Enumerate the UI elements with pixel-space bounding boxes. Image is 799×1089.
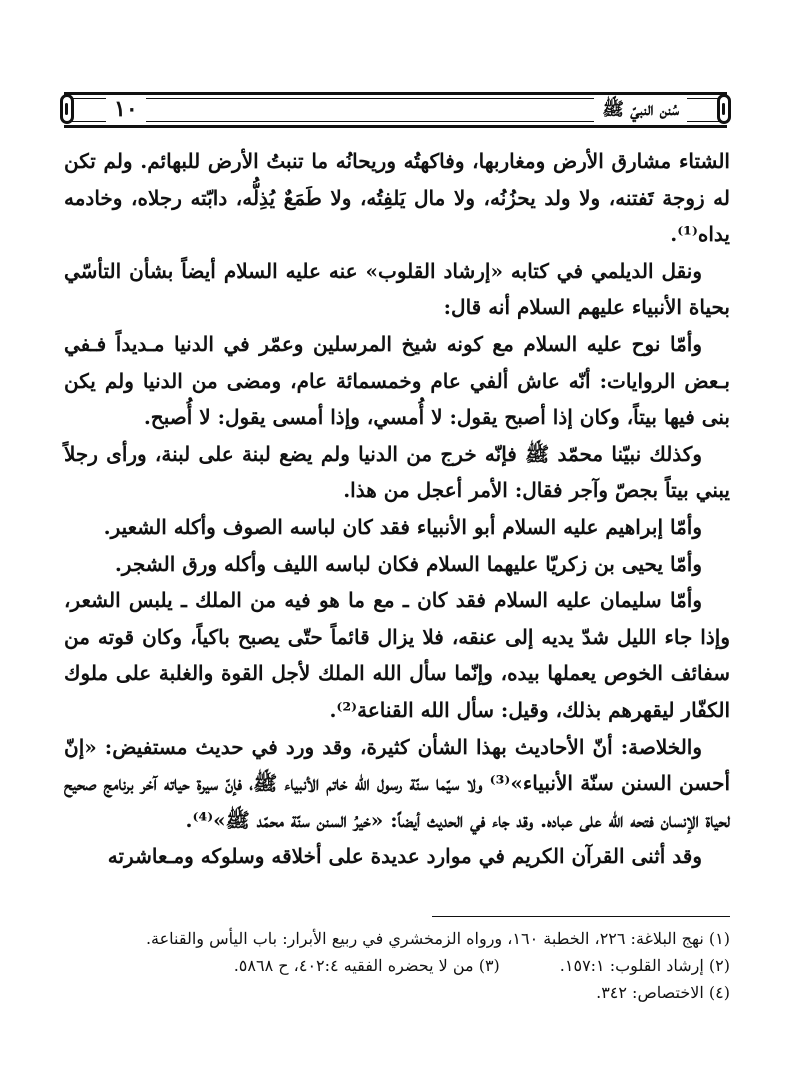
header-ornament-right xyxy=(717,94,731,124)
footnote-row xyxy=(64,979,730,1006)
footnotes xyxy=(64,925,730,1006)
paragraph: والخلاصة: أنّ الأحاديث بهذا الشأن كثيرة، وقد ورد في حديث مستفيض: «إنّ أحسن السنن سنّة الأنبياء»⁽³⁾ ولا سيّما سنّة رسول الله خاتم الأنبياء ﷺ، فإنّ سيرة حياته آخر برنامج صحيح لحياة الإنسان فتحه الله على عباده. وقد جاء في الحديث أيضاً: «خيرُ السنن سنّة محمّد ﷺ»⁽⁴⁾. xyxy=(64,734,730,832)
footnote-row xyxy=(64,952,730,979)
paragraph: وأمّا نوح عليه السلام مع كونه شيخ المرسلين وعمّر في الدنيا مـديداً فـفي بـعض الروايات: أنّه عاش ألفي عام وخمسمائة عام، ومضى من الدنيا ولم يكن بنى فيها بيتاً، وكان إذا أصبح يقول: لا أُمسي، وإذا أمسى يقول: لا أُصبح. xyxy=(64,331,730,430)
footnote-divider xyxy=(432,916,730,917)
footnote-row xyxy=(64,925,730,952)
page-number: ١٠ xyxy=(106,96,146,122)
body-text xyxy=(64,143,730,875)
paragraph: وأمّا يحيى بن زكريّا عليهما السلام فكان لباسه الليف وأكله ورق الشجر. xyxy=(114,551,702,576)
paragraph: وكذلك نبيّنا محمّد ﷺ فإنّه خرج من الدنيا ولم يضع لبنة على لبنة، ورأى رجلاً يبني بيتاً بجصّ وآجر فقال: الأمر أعجل من هذا. xyxy=(64,441,730,503)
header-ornament-left xyxy=(60,94,74,124)
paragraph: ونقل الديلمي في كتابه «إرشاد القلوب» عنه عليه السلام أيضاً بشأن التأسّي بحياة الأنبياء عليهم السلام أنه قال: xyxy=(64,258,730,320)
footnote-4: (٤) الاختصاص: ٣٤٢. xyxy=(596,983,730,1002)
footnote-1: (١) نهج البلاغة: ٢٢٦، الخطبة ١٦٠، ورواه الزمخشري في ربيع الأبرار: باب اليأس والقناعة. xyxy=(145,929,730,948)
footnote-2: (٢) إرشاد القلوب: ١٥٧:١. xyxy=(559,956,730,975)
running-title: سُنن النبيّ ﷺ xyxy=(594,98,687,124)
footnote-3: (٣) من لا يحضره الفقيه ٤٠٢:٤، ح ٥٨٦٨. xyxy=(233,956,500,975)
paragraph: الشتاء مشارق الأرض ومغاربها، وفاكهتُه وريحانُه ما تنبتُ الأرض للبهائم. ولم تكن له زوجة تَفتنه، ولا ولد يحزُنُه، ولا مال يَلفِتُه، ولا طَمَعٌ يُذِلُّه، دابّته رجلاه، وخادمه يداه⁽¹⁾. xyxy=(64,149,730,247)
paragraph: وقد أثنى القرآن الكريم في موارد عديدة على أخلاقه وسلوكه ومـعاشرته xyxy=(107,844,702,869)
page-header xyxy=(64,92,727,128)
paragraph: وأمّا سليمان عليه السلام فقد كان ـ مع ما هو فيه من الملك ـ يلبس الشعر، وإذا جاء الليل شدّ يديه إلى عنقه، فلا يزال قائماً حتّى يصبح باكياً، وكان قوته من سفائف الخوص يعملها بيده، وإنّما سأل الله الملك لأجل القوة والغلبة على ملوك الكفّار ليقهرهم بذلك، وقيل: سأل الله القناعة⁽²⁾. xyxy=(64,588,730,722)
paragraph: وأمّا إبراهيم عليه السلام أبو الأنبياء فقد كان لباسه الصوف وأكله الشعير. xyxy=(103,514,702,539)
